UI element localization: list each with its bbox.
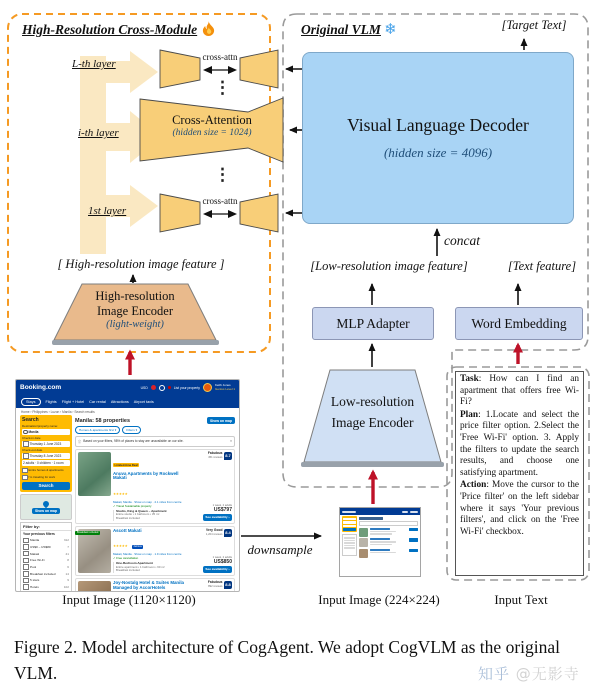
booking-header (16, 380, 239, 395)
filter-label: Makati (30, 551, 40, 556)
destination-input[interactable] (22, 429, 70, 435)
search-icon (23, 430, 28, 435)
checkbox-icon[interactable] (23, 584, 29, 590)
see-availability-button[interactable]: See availability › (203, 514, 232, 521)
cross-attn-bottom-right-trapezoid (240, 194, 278, 232)
filter-row[interactable] (21, 550, 71, 557)
checkout-value: Thursday 8 June 2023 (29, 454, 62, 458)
room-name: One-Bedroom Apartment (116, 560, 153, 565)
genius-badge: Genius (133, 545, 142, 549)
mini-bar (370, 528, 390, 530)
word-embedding-box (455, 307, 583, 340)
mini-bar (410, 511, 418, 513)
mlp-adapter-label: MLP Adapter (336, 315, 410, 331)
mini-photo (359, 538, 368, 547)
high-res-module-title-text: High-Resolution Cross-Module (22, 22, 198, 37)
vertical-dots-bottom: ⋮ (214, 165, 231, 184)
flame-icon (201, 20, 216, 37)
mini-search-button (343, 528, 356, 531)
calendar-icon (23, 441, 29, 447)
map-widget[interactable] (20, 494, 72, 520)
nav-attractions[interactable]: Attractions (110, 399, 129, 404)
review-count: 451 reviews (208, 455, 223, 459)
high-res-encoder-shadow (52, 340, 219, 345)
mini-sidebar (342, 516, 357, 558)
listing-photo[interactable] (78, 452, 111, 496)
room-detail: Entire apartment • 1 bathroom • 60 m² (116, 564, 165, 569)
filter-row[interactable] (21, 537, 71, 544)
user-level: Genius Level 1 (214, 386, 235, 391)
breadcrumb[interactable]: Home › Philippines › Luzon › Manila › Search results (21, 409, 95, 414)
filter-count: 9 (67, 578, 69, 583)
destination-value: Manila (28, 430, 39, 434)
low-res-feature-label: [Low-resolution image feature] (310, 259, 468, 273)
map-pin-icon (42, 499, 50, 507)
action-paragraph (460, 480, 579, 538)
option-2-label: I'm traveling for work (28, 475, 56, 480)
filter-title: Filter by: (21, 523, 71, 531)
low-res-encoder-label (310, 392, 435, 434)
filter-subtitle: Your previous filters (23, 532, 55, 536)
low-res-encoder-line2: Image Encoder (331, 414, 414, 430)
original-vlm-title (301, 20, 397, 38)
caption-input-text: Input Text (494, 592, 548, 607)
mini-banner (359, 521, 418, 526)
high-res-feature-label: [ High-resolution image feature ] (57, 257, 225, 271)
listing-green-line: ✓ Free cancellation (113, 556, 139, 561)
listing-card[interactable] (75, 449, 235, 524)
see-availability-button[interactable]: See availability › (203, 566, 232, 573)
checkbox-icon[interactable] (23, 564, 29, 570)
search-button[interactable]: Search (22, 482, 70, 490)
option-row-2[interactable] (22, 475, 70, 481)
plan-label: Plan (460, 409, 479, 420)
checkin-label: Check-in date (22, 436, 41, 440)
filter-count: 41 (65, 551, 69, 556)
filter-label: US$0 – US$80 (30, 545, 51, 550)
checkbox-icon[interactable] (22, 468, 28, 474)
mini-bar (370, 549, 390, 551)
mini-bar (370, 531, 396, 533)
mini-button (409, 549, 418, 553)
price: US$850 (213, 558, 232, 565)
mini-listing (359, 528, 418, 537)
low-res-encoder-line1: Low-resolution (330, 394, 415, 409)
visual-language-decoder-box (302, 52, 574, 224)
mini-listing (359, 549, 418, 558)
listing-room (113, 510, 190, 521)
mini-bar (370, 538, 390, 540)
word-embedding-label: Word Embedding (471, 315, 567, 331)
action-label: Action (460, 480, 487, 491)
deal-badge: Limited-time Deal (114, 462, 138, 467)
price: US$797 (213, 506, 232, 513)
info-icon: ⓘ (78, 439, 82, 444)
checkbox-icon[interactable] (22, 475, 28, 481)
listing-photo[interactable] (78, 581, 111, 592)
rating-label: Very Good (206, 527, 223, 532)
filter-row[interactable] (21, 544, 71, 551)
figure-caption: Figure 2. Model architecture of CogAgent. We adopt CogVLM as the original VLM. (14, 637, 560, 684)
cross-attn-top-left-trapezoid (160, 50, 200, 88)
filter-count: 8 (67, 558, 69, 563)
high-res-encoder-line2: Image Encoder (96, 304, 173, 318)
room-detail: Entire studio • 1 bathroom • 35 m² (116, 512, 160, 517)
filter-row[interactable] (21, 557, 71, 564)
search-panel-title: Search (22, 417, 39, 423)
score-badge: 8.7 (225, 453, 231, 459)
task-paragraph (460, 374, 579, 409)
mini-title-bar (359, 517, 383, 520)
filter-label: Hotels (30, 585, 39, 590)
checkbox-icon[interactable] (23, 551, 29, 557)
mini-search-panel (342, 516, 357, 532)
filter-row[interactable] (21, 570, 71, 577)
mini-bar (370, 533, 392, 535)
mini-bar (402, 511, 408, 513)
green-tag: Breakfast included (77, 531, 99, 535)
watermark (478, 663, 580, 684)
task-text: : How can I find an apartment that offers free Wi-Fi? (460, 374, 579, 408)
text-feature-label: [Text feature] (507, 259, 577, 273)
mini-button (409, 538, 418, 542)
listing-name[interactable]: Ascott Makati (113, 527, 142, 533)
filter-label: Manila (30, 538, 40, 543)
listing-location-links[interactable]: Makati, Manila · Show on map · 2.1 miles from centre (113, 500, 182, 505)
caption-input-image-small: Input Image (224×224) (318, 592, 440, 607)
listing-photo[interactable] (78, 529, 111, 573)
mini-photo (359, 528, 368, 537)
booking-logo[interactable]: Booking.com (20, 384, 62, 391)
layer-label-L: L-th layer (72, 58, 116, 70)
decoder-title: Visual Language Decoder (347, 115, 529, 135)
occupancy-value: 2 adults · 0 children · 1 room (23, 461, 64, 465)
show-on-map-button[interactable]: Show on map (32, 508, 60, 514)
target-text-label: [Target Text] (501, 18, 567, 32)
high-res-encoder-line3: (light-weight) (106, 319, 164, 330)
room-extra: Breakfast included (116, 568, 140, 573)
list-property-link[interactable]: List your property (173, 385, 200, 390)
input-image-large (15, 379, 240, 592)
notification-icon[interactable] (168, 386, 171, 389)
listing-green-line: ✓ Travel Sustainable property (113, 503, 152, 508)
option-1-label: Entire homes & apartments (28, 468, 64, 473)
layer-label-1st: 1st layer (88, 205, 127, 217)
mlp-adapter-box (312, 307, 434, 340)
checkbox-icon[interactable] (23, 591, 29, 592)
booking-nav (16, 395, 239, 408)
calendar-icon (23, 453, 29, 459)
mini-bar (344, 545, 355, 547)
availability-banner (75, 436, 235, 447)
option-row-1[interactable] (22, 468, 70, 474)
listing-name[interactable]: Anuva Apartments by Rockwell Makati (113, 470, 179, 481)
mini-bar (344, 537, 355, 539)
mini-header (340, 508, 420, 515)
downsample-label: downsample (247, 542, 313, 557)
caption-input-image-large: Input Image (1120×1120) (62, 592, 196, 607)
high-res-encoder-line1: High-resolution (95, 289, 175, 303)
low-res-encoder-shadow (301, 462, 444, 467)
results-title: Manila: 58 properties (75, 417, 131, 424)
filter-row[interactable] (21, 577, 71, 584)
decoder-subtitle: (hidden size = 4096) (383, 145, 493, 160)
review-count: 892 reviews (208, 584, 223, 588)
banner-text: Based on your filters, 98% of places to stay are unavailable on our site. (83, 439, 184, 444)
filter-count: 312 (63, 538, 69, 543)
rating-label: Fabulous (207, 579, 223, 584)
cross-attention-subtitle: (hidden size = 1024) (172, 128, 252, 138)
filter-row[interactable] (21, 584, 71, 591)
cross-attn-label-top: cross-attn (202, 52, 238, 62)
mini-listing (359, 538, 418, 547)
checkbox-icon[interactable] (23, 571, 29, 577)
cross-attention-block (150, 113, 274, 138)
high-res-module-title (22, 20, 216, 38)
cross-attn-top-right-trapezoid (240, 50, 278, 88)
mini-input (343, 525, 356, 527)
booking-results (75, 415, 235, 592)
mini-button (409, 528, 418, 532)
mini-logo-bar (342, 511, 356, 513)
flag-icon[interactable] (151, 385, 156, 390)
nav-flights[interactable]: Flights (45, 399, 57, 404)
nav-car-rental[interactable]: Car rental (89, 399, 106, 404)
task-label: Task (460, 374, 479, 384)
score-badge: 8.8 (225, 582, 231, 588)
close-icon[interactable]: × (230, 439, 232, 444)
filter-row[interactable] (21, 564, 71, 571)
user-name: Keith Jones (214, 382, 231, 387)
help-icon[interactable] (159, 385, 165, 391)
checkout-label: Check-out date (22, 448, 43, 452)
mini-bar (344, 547, 355, 549)
listing-card[interactable] (75, 578, 235, 592)
mini-filter-panel (342, 534, 357, 556)
filter-label: Free Wi-Fi (30, 558, 45, 563)
original-vlm-title-text: Original VLM (301, 22, 381, 37)
listing-card[interactable] (75, 526, 235, 576)
mini-bar (370, 541, 396, 543)
stay-summary: 1 week, 2 adults (212, 555, 232, 559)
filters-pill[interactable]: Filters ▾ (122, 426, 141, 434)
mini-input (343, 521, 356, 523)
room-extra: Breakfast included (116, 516, 140, 521)
filter-label: Pool (30, 565, 37, 570)
review-count: 1,204 reviews (205, 532, 223, 536)
mini-body (340, 515, 420, 559)
checkin-input[interactable] (22, 441, 70, 447)
mini-photo (359, 549, 368, 558)
input-image-small (339, 507, 421, 577)
checkbox-icon[interactable] (23, 544, 29, 550)
mini-input (343, 518, 356, 520)
watermark-brand: 知乎 (478, 665, 511, 683)
filter-count: 7 (67, 545, 69, 550)
mini-bar (370, 544, 392, 546)
stars-icon: ★★★★★ (113, 544, 128, 549)
room-name: Studio, King & Queen – Apartment (116, 508, 167, 513)
plan-paragraph (460, 410, 579, 480)
booking-sidebar (20, 415, 72, 592)
mini-results (359, 516, 418, 558)
mini-bar (344, 540, 355, 542)
action-text: : Move the cursor to the 'Price filter' on the left sidebar where it says 'Your previous filters', and click on the 'Free Wi-Fi' checkbox. (460, 480, 579, 537)
sort-pill[interactable]: Homes & apartments first ▾ (75, 426, 120, 434)
cross-attn-label-bottom: cross-attn (202, 196, 238, 206)
concat-label: concat (444, 233, 480, 248)
checkout-input[interactable] (22, 453, 70, 459)
checkin-value: Thursday 1 June 2023 (29, 442, 62, 446)
stay-summary: 1 week, 2 adults (212, 503, 232, 507)
show-on-map-button-top[interactable]: Show on map (207, 417, 235, 424)
cross-attention-title: Cross-Attention (172, 113, 252, 127)
filter-count: 6 (67, 565, 69, 570)
score-badge: 8.4 (225, 530, 231, 536)
nav-airport-taxis[interactable]: Airport taxis (133, 399, 154, 404)
checkbox-icon[interactable] (23, 578, 29, 584)
checkbox-icon[interactable] (23, 558, 29, 564)
destination-label: Destination/property name: (22, 424, 59, 428)
vertical-dots-top: ⋮ (214, 78, 231, 97)
filter-count: 14 (65, 571, 69, 576)
filter-label: Breakfast included (30, 571, 56, 576)
plan-text: : 1.Locate and select the price filter option. 2.Select the 'Free Wi-Fi' option. 3. Apply the filters to update the search results, and choose one satisfying apartment. (460, 409, 579, 478)
mini-bar (344, 542, 355, 544)
rating-label: Fabulous (207, 450, 223, 455)
cross-attn-bottom-left-trapezoid (160, 194, 200, 232)
filter-count: 102 (63, 585, 69, 590)
search-panel (20, 415, 72, 492)
input-text-box (455, 371, 584, 576)
filter-label: 5 stars (30, 578, 40, 583)
snowflake-icon: ❄ (384, 20, 397, 38)
listing-room (113, 562, 190, 573)
checkbox-icon[interactable] (23, 538, 29, 544)
currency-selector[interactable]: USD (140, 385, 148, 390)
watermark-handle: @无影寺 (515, 665, 580, 683)
nav-flight-hotel[interactable]: Flight + Hotel (61, 399, 85, 404)
filter-panel (20, 522, 72, 592)
avatar[interactable] (203, 383, 212, 392)
occupancy-input[interactable] (22, 460, 70, 466)
nav-stays[interactable]: Stays (21, 398, 41, 406)
stars-icon: ★★★★★ (113, 492, 128, 497)
mini-bar (370, 552, 396, 554)
layer-label-i: i-th layer (78, 127, 119, 139)
listing-location-links[interactable]: Makati, Manila · Show on map · 1.9 miles from centre (113, 552, 182, 557)
high-res-encoder-label (60, 289, 210, 332)
listing-name[interactable]: Joy-Nostalg Hotel & Suites Manila Managed by AccorHotels (113, 579, 184, 590)
